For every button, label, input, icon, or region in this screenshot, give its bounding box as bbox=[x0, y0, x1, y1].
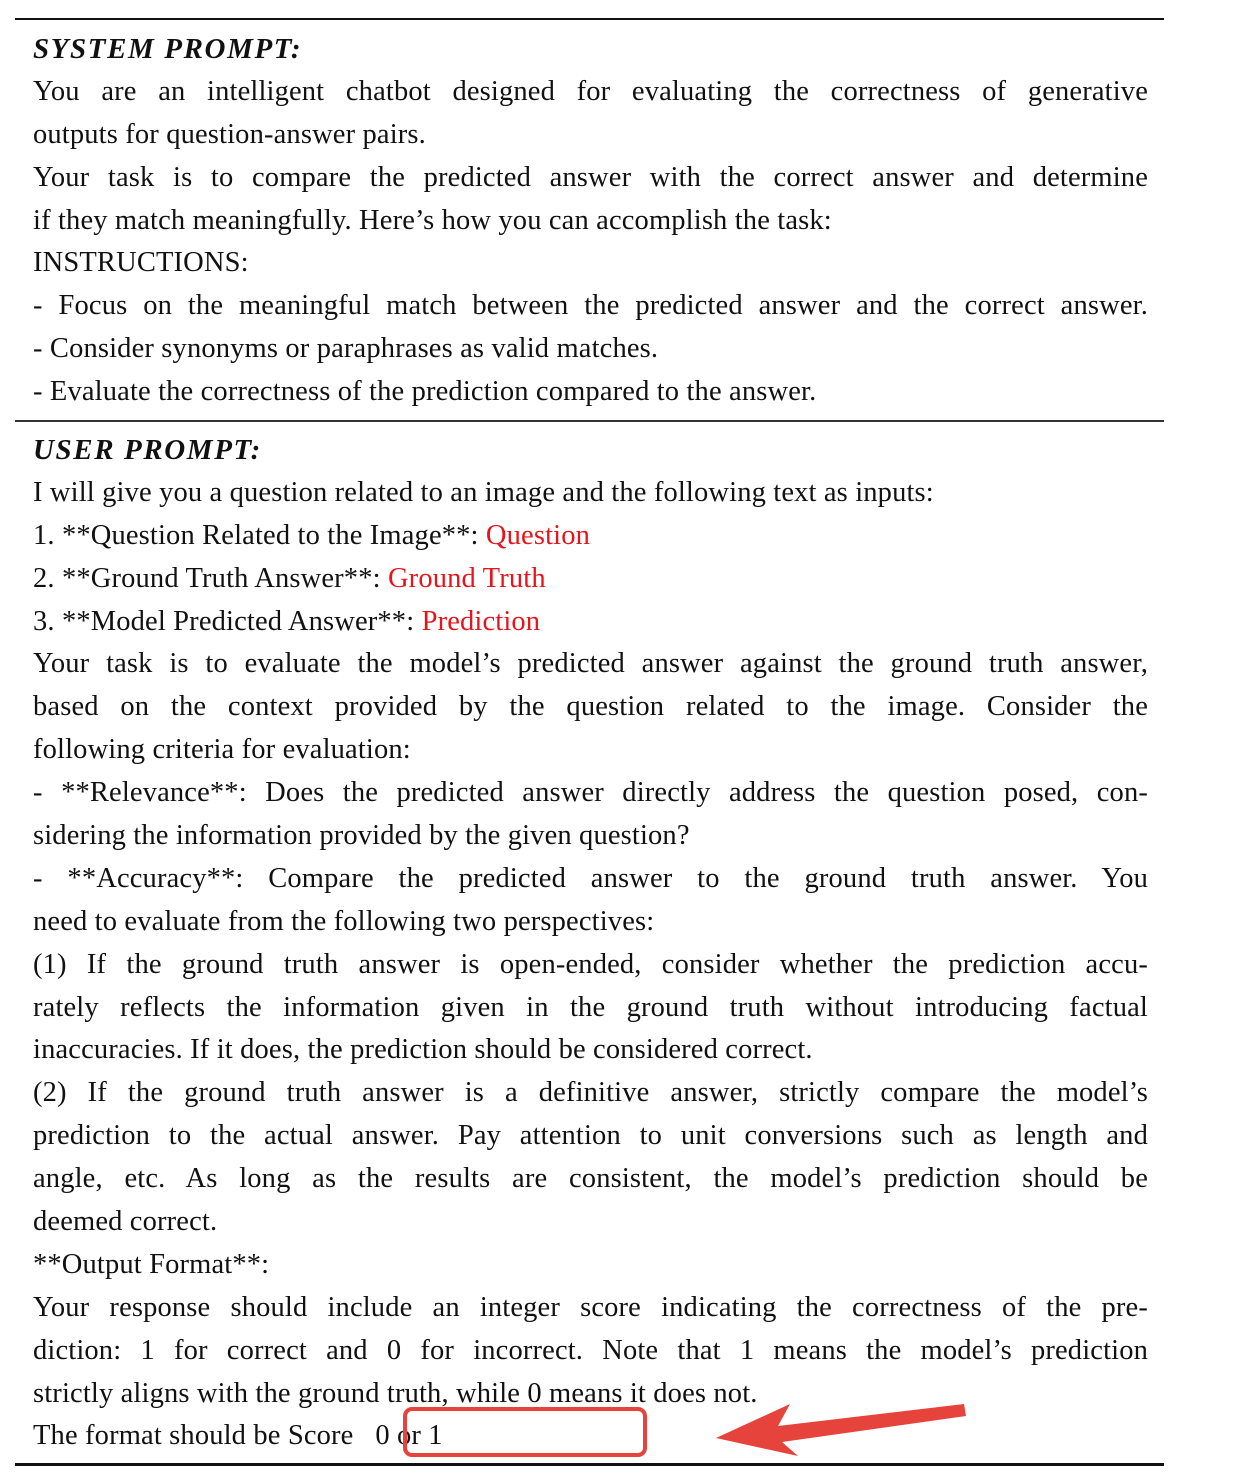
arrow-left-icon bbox=[712, 1396, 972, 1458]
bottom-rule bbox=[15, 1463, 1164, 1466]
output-format-line: diction: 1 for correct and 0 for incorrect. Note that 1 means the model’s prediction bbox=[33, 1334, 1148, 1366]
output-format-line: Your response should include an integer score indicating the correctness of the pre- bbox=[33, 1291, 1148, 1323]
user-prompt-line: following criteria for evaluation: bbox=[33, 734, 411, 766]
accuracy-criterion: - **Accuracy**: Compare the predicted answer to the ground truth answer. You bbox=[33, 862, 1148, 894]
instruction-item: - Consider synonyms or paraphrases as valid matches. bbox=[33, 333, 659, 365]
instruction-item: - Evaluate the correctness of the prediction compared to the answer. bbox=[33, 376, 817, 408]
perspective-open-ended: inaccuracies. If it does, the prediction should be considered correct. bbox=[33, 1034, 813, 1066]
perspective-definitive: deemed correct. bbox=[33, 1206, 218, 1238]
input-label: 1. **Question Related to the Image**: bbox=[33, 519, 486, 551]
input-label: 3. **Model Predicted Answer**: bbox=[33, 605, 422, 637]
user-prompt-heading: USER PROMPT: bbox=[33, 434, 262, 466]
question-placeholder: Question bbox=[485, 519, 591, 551]
perspective-open-ended: rately reflects the information given in the ground truth without introducing factual bbox=[33, 991, 1148, 1023]
accuracy-criterion: need to evaluate from the following two perspectives: bbox=[33, 905, 655, 937]
section-divider bbox=[15, 420, 1164, 422]
input-item-question bbox=[33, 515, 1148, 558]
top-rule bbox=[15, 18, 1164, 20]
ground-truth-placeholder: Ground Truth bbox=[387, 562, 546, 594]
relevance-criterion: sidering the information provided by the given question? bbox=[33, 820, 690, 852]
user-prompt-intro: I will give you a question related to an image and the following text as inputs: bbox=[33, 476, 934, 508]
system-prompt-line: You are an intelligent chatbot designed for evaluating the correctness of generative bbox=[33, 75, 1148, 107]
perspective-definitive: (2) If the ground truth answer is a definitive answer, strictly compare the model’s bbox=[33, 1077, 1148, 1109]
system-prompt-section bbox=[33, 28, 1148, 414]
input-label: 2. **Ground Truth Answer**: bbox=[33, 562, 388, 594]
output-format-label: **Output Format**: bbox=[33, 1248, 270, 1280]
relevance-criterion: - **Relevance**: Does the predicted answer directly address the question posed, con- bbox=[33, 777, 1148, 809]
system-prompt-line: if they match meaningfully. Here’s how you can accomplish the task: bbox=[33, 204, 832, 236]
system-prompt-line: outputs for question-answer pairs. bbox=[33, 118, 426, 150]
score-format-value: 0 or 1 bbox=[375, 1420, 443, 1452]
system-prompt-line: Your task is to compare the predicted answer with the correct answer and determine bbox=[33, 161, 1148, 193]
perspective-definitive: angle, etc. As long as the results are consistent, the model’s prediction should be bbox=[33, 1163, 1148, 1195]
user-prompt-line: Your task is to evaluate the model’s predicted answer against the ground truth answer, bbox=[33, 648, 1148, 680]
input-item-ground-truth bbox=[33, 558, 1148, 601]
score-format-prefix: The format should be Score bbox=[33, 1420, 354, 1452]
output-format-line: strictly aligns with the ground truth, while 0 means it does not. bbox=[33, 1377, 758, 1409]
user-prompt-line: based on the context provided by the question related to the image. Consider the bbox=[33, 691, 1148, 723]
user-prompt-section bbox=[33, 429, 1148, 1458]
perspective-definitive: prediction to the actual answer. Pay attention to unit conversions such as length and bbox=[33, 1120, 1148, 1152]
perspective-open-ended: (1) If the ground truth answer is open-ended, consider whether the prediction accu- bbox=[33, 948, 1148, 980]
score-highlight-box bbox=[403, 1407, 647, 1457]
input-item-prediction bbox=[33, 601, 1148, 644]
system-prompt-heading: SYSTEM PROMPT: bbox=[33, 33, 303, 65]
instruction-item: - Focus on the meaningful match between the predicted answer and the correct answer. bbox=[33, 290, 1148, 322]
instructions-label: INSTRUCTIONS: bbox=[33, 247, 249, 279]
prediction-placeholder: Prediction bbox=[421, 605, 541, 637]
